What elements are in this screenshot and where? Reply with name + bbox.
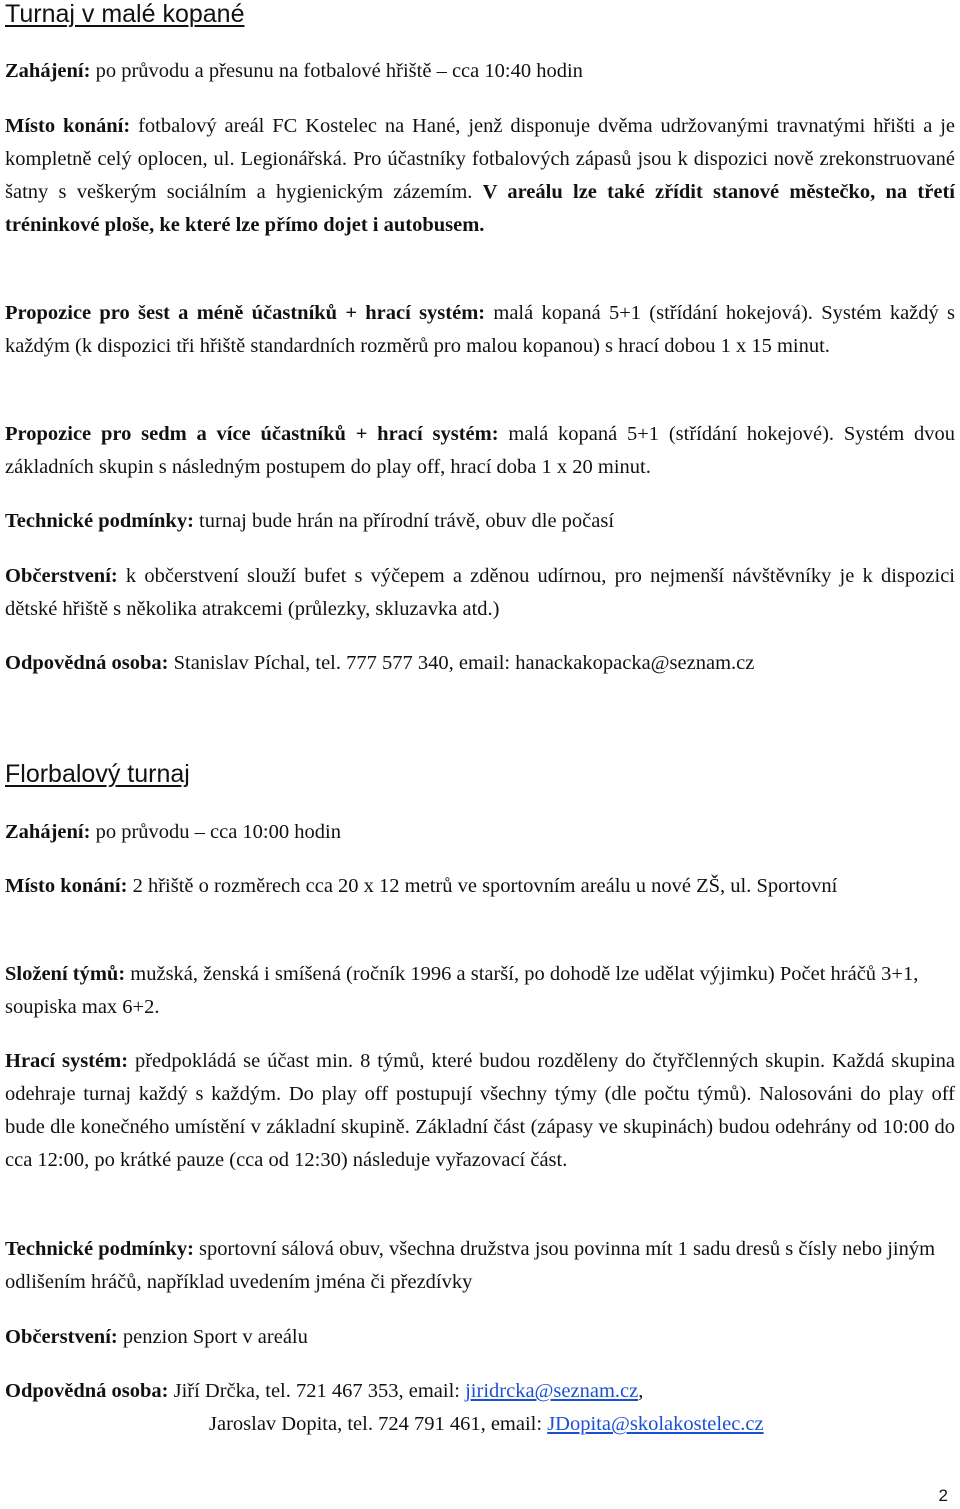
value: k občerstvení slouží bufet s výčepem a zděnou udírnou, pro nejmenší návštěvníky je k dispozici dětské hřiště s několika atrakcemi (průlezky, skluzavka atd.) — [5, 565, 955, 620]
value: fotbalový areál FC Kostelec na Hané, jenž disponuje dvěma udržovanými travnatými hřišti a je kompletně celý oplocen, ul. Legionářská. Pro účastníky fotbalových zápasů jsou k dispozici nově zrekonstruované šatny s veškerým sociálním a hygienickým zázemím. — [5, 115, 956, 203]
floorball-start — [5, 816, 955, 849]
email-link-drcka[interactable]: jiridrcka@seznam.cz — [465, 1380, 639, 1402]
football-start — [5, 55, 955, 88]
venue-bold-note: V areálu lze také zřídit stanové městečko, na třetí tréninkové ploše, ke které lze přímo dojet i autobusem. — [5, 181, 955, 236]
label: Technické podmínky: — [5, 1238, 194, 1260]
value: mužská, ženská i smíšená (ročník 1996 a starší, po dohodě lze udělat výjimku) Počet hráčů 3+1, soupiska max 6+2. — [5, 963, 919, 1018]
label: Odpovědná osoba: — [5, 1380, 169, 1402]
floorball-teams — [5, 958, 955, 1024]
value: předpokládá se účast min. 8 týmů, které budou rozděleny do čtyřčlenných skupin. Každá skupina odehraje turnaj každý s každým. Do play off postupují všechny týmy (dle počtu týmů). Nalosováni do play off bude dle konečného umístění v základní skupině. Základní část (zápasy ve skupinách) budou odehrány od 10:00 do cca 12:00, po krátké pauze (cca od 12:30) následuje vyřazovací část. — [5, 1050, 956, 1171]
label: Odpovědná osoba: — [5, 652, 169, 674]
football-venue — [5, 110, 955, 242]
football-rules-large — [5, 418, 955, 484]
label: Propozice pro šest a méně účastníků + hrací systém: — [5, 302, 486, 324]
value: penzion Sport v areálu — [122, 1326, 308, 1348]
label: Místo konání: — [5, 115, 131, 137]
label: Občerstvení: — [5, 1326, 118, 1348]
contact-2-line — [5, 1408, 955, 1441]
contact-1: Jiří Drčka, tel. 721 467 353, email: — [173, 1380, 460, 1402]
value: 2 hřiště o rozměrech cca 20 x 12 metrů ve sportovním areálu u nové ZŠ, ul. Sportovní — [132, 875, 838, 897]
floorball-system — [5, 1045, 955, 1177]
value: sportovní sálová obuv, všechna družstva jsou povinna mít 1 sadu dresů s čísly nebo jiným odlišením hráčů, například uvedením jména či přezdívky — [5, 1238, 936, 1293]
football-food — [5, 560, 955, 626]
value: po průvodu a přesunu na fotbalové hřiště – cca 10:40 hodin — [95, 60, 583, 82]
football-contact — [5, 647, 955, 680]
value: turnaj bude hrán na přírodní trávě, obuv dle počasí — [199, 510, 615, 532]
floorball-tech — [5, 1233, 955, 1299]
label: Místo konání: — [5, 875, 128, 897]
label: Technické podmínky: — [5, 510, 194, 532]
floorball-venue — [5, 870, 955, 903]
floorball-contact — [5, 1375, 955, 1441]
value: malá kopaná 5+1 (střídání hokejové). Systém dvou základních skupin s následným postupem do play off, hrací doba 1 x 20 minut. — [5, 423, 955, 478]
label: Zahájení: — [5, 60, 91, 82]
label: Občerstvení: — [5, 565, 118, 587]
section-title-floorball: Florbalový turnaj — [5, 760, 190, 788]
value: malá kopaná 5+1 (střídání hokejová). Systém každý s každým (k dispozici tři hřiště standardních rozměrů pro malou kopanou) s hrací dobou 1 x 15 minut. — [5, 302, 956, 357]
floorball-food — [5, 1321, 955, 1354]
email-link-dopita[interactable]: JDopita@skolakostelec.cz — [547, 1413, 764, 1435]
football-tech — [5, 505, 955, 538]
section-title-football: Turnaj v malé kopané — [5, 0, 245, 28]
football-rules-small — [5, 297, 955, 363]
label: Propozice pro sedm a více účastníků + hrací systém: — [5, 423, 499, 445]
label: Zahájení: — [5, 821, 91, 843]
separator: , — [638, 1380, 644, 1402]
label: Hrací systém: — [5, 1050, 129, 1072]
contact-2: Jaroslav Dopita, tel. 724 791 461, email: — [209, 1413, 543, 1435]
page-number: 2 — [938, 1486, 948, 1505]
value: Stanislav Píchal, tel. 777 577 340, email: hanackakopacka@seznam.cz — [173, 652, 755, 674]
label: Složení týmů: — [5, 963, 126, 985]
value: po průvodu – cca 10:00 hodin — [95, 821, 341, 843]
